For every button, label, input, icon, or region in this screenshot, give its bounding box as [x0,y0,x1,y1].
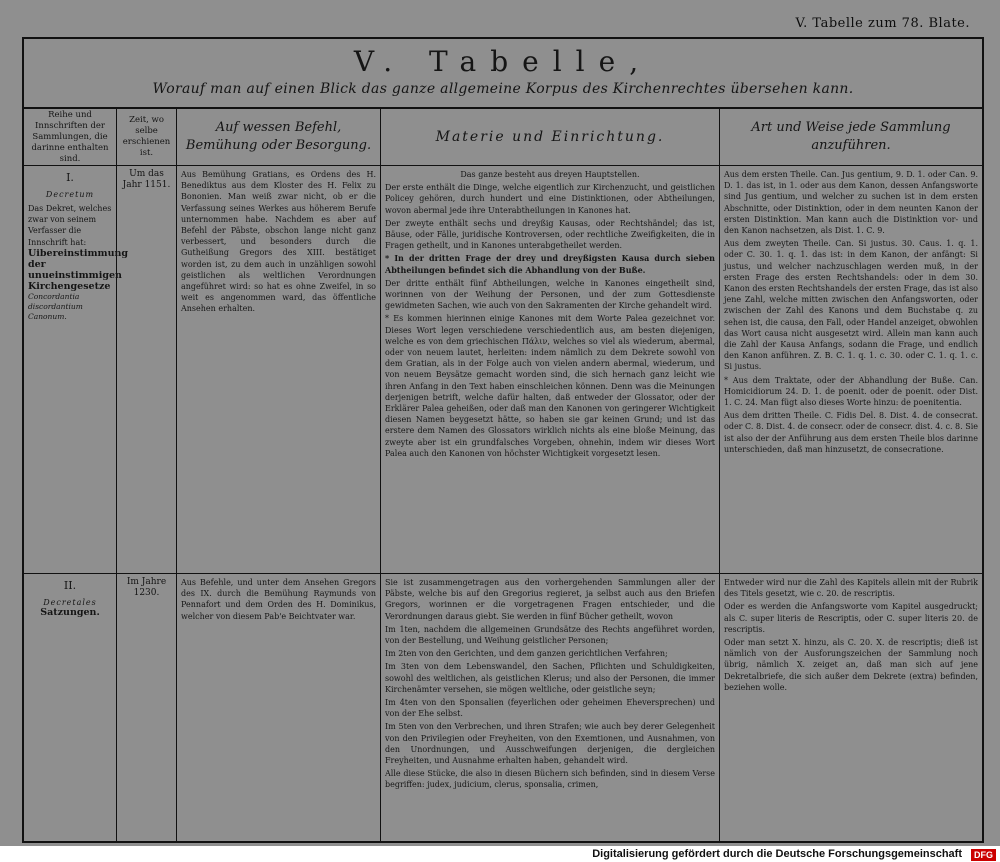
header-divider [24,165,982,166]
column-divider [116,109,117,841]
row1-latin-inscription: Concordantia discordantium Canonum. [28,291,83,321]
row2-citation-para: Oder es werden die Anfangsworte vom Kapitel ausgedruckt; als C. super literis de Rescriptis, oder C. super literis 20. de rescriptis. [724,602,978,634]
row1-content-para: Das ganze besteht aus dreyen Hauptstellen. [460,170,640,179]
row2-numeral: II. [63,579,77,592]
row1-content-para: Der zweyte enthält sechs und dreyßig Kausas, oder Rechtshändel; das ist, Bäuse, oder Fälle, juridische Kontroversen, oder rechtliche Zweifigkeiten, die in Fragen getheilt, und in Kanones unterabgetheilet werden. [385,218,715,251]
row2-collection-cell [24,575,116,845]
row1-citation-para: Aus dem zweyten Theile. Can. Si justus. 30. Caus. 1. q. 1. oder C. 30. 1. q. 1. das ist: in dem Kanon, der anfängt: Si justus, und welcher nachzuschlagen werden muß, in der ersten Frage des ersten Rechtshandels: oder in dem 30. Kanon des ersten Rechtshandels der ersten Frage, das ist also jene Zahl, welche mitten zwischen den Anfangsworten, oder zwischen der Zahl des Kanons und dem Buchstabe q. zu sehen ist, die causa, den Fall, oder Handel anzeiget, obwohlen das Wort causa nicht ausgesetzt wird. Allein man kann auch die Zahl der Kausa Anfangs, sodann die Frage, und endlich den Kanon anführen. Z. B. C. 1. q. 1. c. 30. oder C. 1. q. 1. c. Si justus. [724,239,978,372]
row1-content [381,167,719,572]
table-subtitle: Worauf man auf einen Blick das ganze allgemeine Korpus des Kirchenrechtes übersehen kann. [152,81,854,97]
row2-citation-para: Oder man setzt X. hinzu, als C. 20. X. de rescriptis; dieß ist nämlich von der Ausforungszeichen der Sammlung noch übrig, nämlich X. zeiget an, daß man sich auf jene Dekretalbriefe, die sich außer dem Dekrete (extra) befinden, beziehen wolle. [724,638,978,692]
header-col-date: Zeit, wo selbe erschienen ist. [122,115,171,158]
row2-content-para: Im 2ten von den Gerichten, und dem ganzen gerichtlichen Verfahren; [385,649,668,659]
table-frame [22,37,984,843]
row1-latin-name: Decretum [45,190,95,199]
row1-citation-para: * Aus dem Traktate, oder der Abhandlung der Buße. Can. Homicidiorum 24. D. 1. de poenit. oder de poenit. oder Dist. 1. C. 24. Man fügt also dieses Worte hinzu: de poenitentia. [724,375,978,408]
row1-content-para: Der erste enthält die Dinge, welche eigentlich zur Kirchenzucht, und geistlichen Policey gehören, durch hundert und eine Distinktionen, oder Abtheilungen, wovon abermal jede ihre Unterabtheilungen in Kanones hat. [385,183,715,215]
row2-citation-para: Entweder wird nur die Zahl des Kapitels allein mit der Rubrik des Titels gesetzt, wie c. 20. de rescriptis. [724,578,978,599]
row2-citation [720,575,982,845]
table-grid [24,109,982,841]
row2-content-para: Sie ist zusammengetragen aus den vorhergehenden Sammlungen aller der Päbste, welche bis auf den Gregorius regieret, ja selbst auch aus den Briefen Gregors, worinnen er die vorgetragenen Fragen entschieder, und die Verordnungen daraus giebt. Sie werden in fünf Bücher getheilt, wovon [385,578,715,621]
row2-title: Satzungen. [40,607,100,618]
row2-content-para: Im 5ten von den Verbrechen, und ihren Strafen; wie auch bey derer Gelegenheit von den Privilegien oder Freyheiten, von den Exemtionen, und Ausnahmen, von den Unordnungen, und Ausschweifungen derjenigen, die dergleichen Freyheiten, und Ausnahme erhalten haben, gehandelt wird. [385,722,715,766]
row2-latin-name: Decretales [43,598,97,607]
row2-date: Im Jahre 1230. [126,577,167,599]
row1-date: Um das Jahr 1151. [122,169,171,191]
header-col-collection: Reihe und Innschriften der Sammlungen, die darinne enthalten sind. [31,109,109,164]
row2-content-para: Im 4ten von den Sponsalien (feyerlichen oder geheimen Eheversprechen) und von der Ehe selbst. [385,698,715,719]
row1-citation [720,167,982,572]
row1-content-para: Der dritte enthält fünf Abtheilungen, welche in Kanones eingetheilt sind, worinnen von der Weihung der Personen, und der zum Gottesdienste gewidmeten Sachen, wie auch von den Sakramenten der Kirche gehandelt wird. [385,278,715,311]
row2-authority: Aus Befehle, und unter dem Ansehen Gregors des IX. durch die Bemühung Raymunds von Pennafort und dem Orden des H. Dominikus, welcher von diesem Pab'e Beichtvater war. [181,578,376,621]
row1-numeral: I. [66,171,74,184]
row1-description: Das Dekret, welches zwar von seinem Verfasser die Innschrift hat: [28,204,112,247]
row2-content [381,575,719,845]
row1-content-para: * In der dritten Frage der drey und dreyßigsten Kausa durch sieben Abtheilungen befindet sich die Abhandlung von der Buße. [385,253,715,275]
table-title: V. Tabelle, [353,45,653,78]
header-col-citation: Art und Weise jede Sammlung anzuführen. [751,120,951,153]
dfg-logo: DFG [971,849,996,861]
row2-content-para: Im 1ten, nachdem die allgemeinen Grundsätze des Rechts angeführet worden, von der Bestellung, und Weihung geistlicher Personen; [385,624,715,646]
row2-content-para: Im 3ten von dem Lebenswandel, den Sachen, Pflichten und Schuldigkeiten, sowohl des weltlichen, als geistlichen Klerus; und also der Personen, die immer Kirchenämter versehen, sie mögen weltliche, oder geistliche seyn; [385,662,715,694]
running-head: V. Tabelle zum 78. Blate. [795,16,970,31]
row1-collection-cell [24,167,129,572]
row1-authority: Aus Bemühung Gratians, es Ordens des H. Benediktus aus dem Kloster des H. Felix zu Bononien. Man weiß zwar nicht, ob er die Verfassung seines Werkes aus höherem Berufe unternommen habe. Nachdem es aber auf Befehl der Päbste, obschon lange nicht ganz verbessert, und besonders durch die Gutheißung Gregors des XIII. bestätiget worden ist, zu dem auch in unzähligen sowohl geistlichen als weltlichen Verordnungen angeführet wird: so hat es ohne Zweifel, in so weit es angenommen ward, das öffentliche Ansehen erhalten. [181,170,376,314]
title-block [24,39,982,109]
row-divider [24,573,982,574]
header-col-authority: Auf wessen Befehl, Bemühung oder Besorgung. [185,120,372,153]
header-col-content: Materie und Einrichtung. [435,129,665,145]
row2-content-para: Alle diese Stücke, die also in diesen Büchern sich befinden, sind in diesem Verse begriffen: judex, judicium, clerus, sponsalia, crimen, [385,769,715,790]
digitization-credit: Digitalisierung gefördert durch die Deutsche Forschungsgemeinschaft [592,848,962,860]
row1-citation-para: Aus dem dritten Theile. C. Fidis Del. 8. Dist. 4. de consecrat. oder C. 8. Dist. 4. de consecr. oder de consecr. dist. 4. c. 8. Sie ist also der der Anführung aus dem ersten Theile blos darinne unterschieden, daß man hinzusetzt, de consecratione. [724,411,978,454]
row1-citation-para: Aus dem ersten Theile. Can. Jus gentium, 9. D. 1. oder Can. 9. D. 1. das ist, in 1. oder aus dem Kanon, dessen Anfangsworte sind Jus gentium, und welcher zu suchen ist in dem ersten Abschnitte, oder Distinktion, oder in dem neunten Kanon der ersten Distinktion. Man kann auch die Distinktion vor- und den Kanon nachsetzen, als Dist. 1. C. 9. [724,170,978,236]
row1-content-para: * Es kommen hierinnen einige Kanones mit dem Worte Palea gezeichnet vor. Dieses Wort legen verschiedene verschiedentlich aus, am besten diejenigen, welche es von dem griechischen Πάλιν, welches so viel als wiederum, abermal, oder von neuem lautet, herleiten: indem nämlich zu dem Dekrete sowohl von dem Gratian, als in der Folge auch von vielen andern abermal, wiederum, und von neuem Beysätze gemacht worden sind, die sich hernach ganz leicht wie ihren Anfang in den Text haben einschleichen können. Denn was die Meinungen derjenigen betrift, welche dafür halten, daß entweder der Glossator, oder der Erklärer Palea geheißen, oder daß man den Kanonen von geringerer Wichtigkeit diesen Namen beygesetzt hätte, so haben sie gar keinen Grund; und ist das erstere dem Namen des Glossators wirklich nichts als eine bloße Meinung, das zweyte aber ist ein grundfalsches Vorgeben, ohnehin, indem wir dieses Wort Palea auch den Kanonen von höchster Wichtigkeit vorgesetzt lesen. [385,314,715,458]
row1-inscription: Uibereinstimmung der unueinstimmigen Kirchengesetze [28,247,129,292]
